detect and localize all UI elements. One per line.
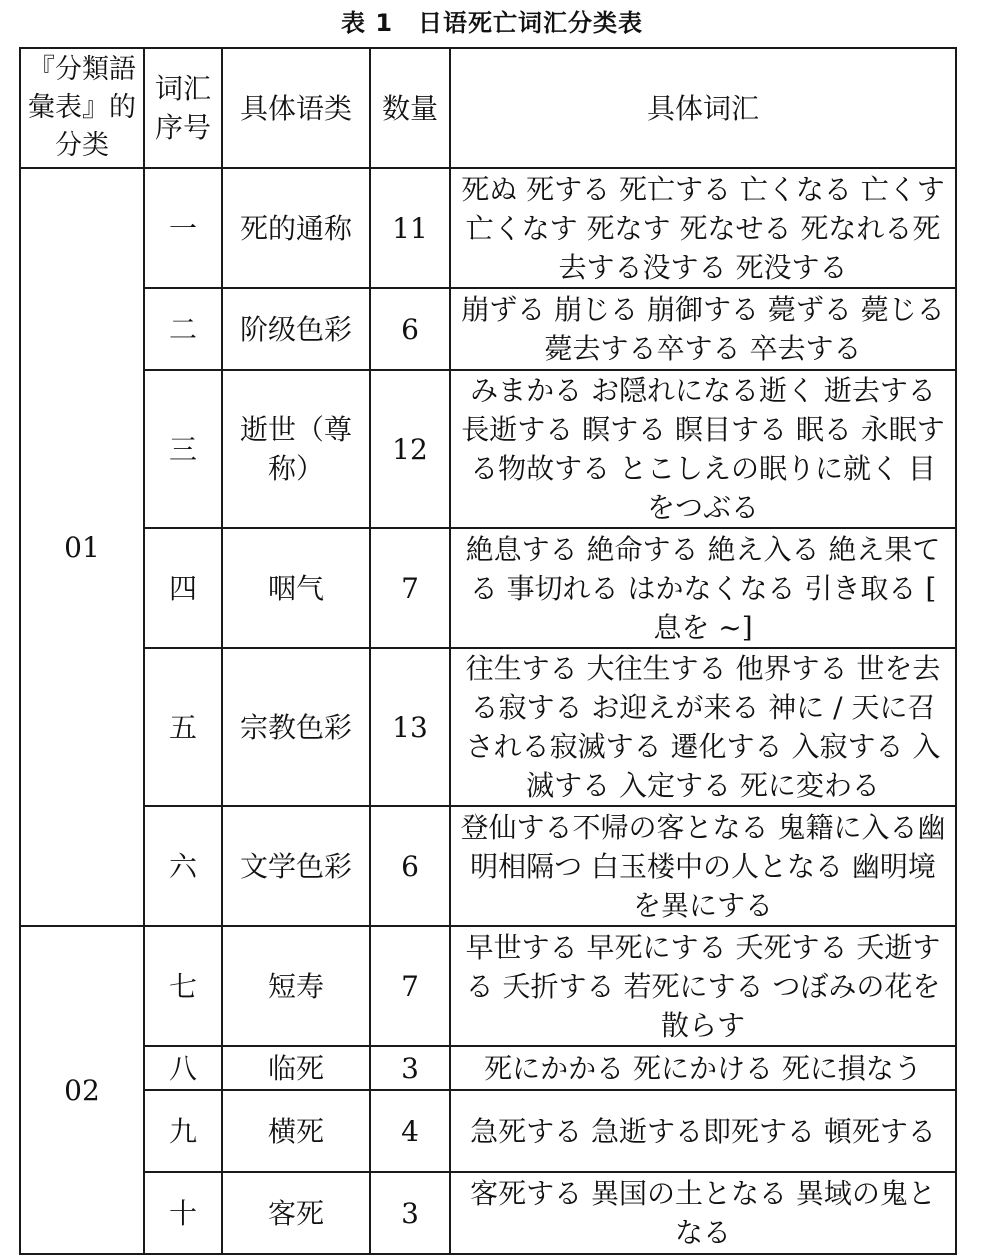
category-cell: 逝世（尊称）: [222, 370, 370, 528]
words-cell: 客死する 異国の土となる 異域の鬼となる: [450, 1172, 956, 1254]
index-cell: 五: [144, 648, 222, 806]
words-cell: 絶息する 絶命する 絶え入る 絶え果てる 事切れる はかなくなる 引き取る [ 息を ~]: [450, 528, 956, 648]
index-cell: 八: [144, 1046, 222, 1090]
table-row: [20, 168, 956, 288]
category-cell: 客死: [222, 1172, 370, 1254]
words-cell: 登仙する不帰の客となる 鬼籍に入る幽明相隔つ 白玉楼中の人となる 幽明境を異にする: [450, 806, 956, 926]
index-cell: 一: [144, 168, 222, 288]
index-cell: 六: [144, 806, 222, 926]
count-cell: 11: [370, 168, 450, 288]
category-cell: 临死: [222, 1046, 370, 1090]
table-row: [20, 1172, 956, 1254]
table-row: [20, 648, 956, 806]
index-cell: 十: [144, 1172, 222, 1254]
header-row: [20, 48, 956, 168]
count-cell: 6: [370, 288, 450, 370]
table-row: [20, 370, 956, 528]
category-cell: 死的通称: [222, 168, 370, 288]
index-cell: 二: [144, 288, 222, 370]
table-row: [20, 926, 956, 1046]
index-cell: 四: [144, 528, 222, 648]
header-classification: 『分類語彙表』的分类: [20, 48, 144, 168]
words-cell: 往生する 大往生する 他界する 世を去る寂する お迎えが来る 神に / 天に召される寂滅する 遷化する 入寂する 入滅する 入定する 死に変わる: [450, 648, 956, 806]
header-count: 数量: [370, 48, 450, 168]
words-cell: 死にかかる 死にかける 死に損なう: [450, 1046, 956, 1090]
category-cell: 阶级色彩: [222, 288, 370, 370]
words-cell: 急死する 急逝する即死する 頓死する: [450, 1090, 956, 1172]
category-cell: 短寿: [222, 926, 370, 1046]
classification-cell: 01: [20, 168, 144, 926]
count-cell: 12: [370, 370, 450, 528]
words-cell: 死ぬ 死する 死亡する 亡くなる 亡くす 亡くなす 死なす 死なせる 死なれる死去する没する 死没する: [450, 168, 956, 288]
category-cell: 宗教色彩: [222, 648, 370, 806]
count-cell: 4: [370, 1090, 450, 1172]
table-row: [20, 1046, 956, 1090]
index-cell: 九: [144, 1090, 222, 1172]
category-cell: 文学色彩: [222, 806, 370, 926]
death-vocabulary-table: [19, 47, 982, 1255]
words-cell: 早世する 早死にする 夭死する 夭逝する 夭折する 若死にする つぼみの花を散らす: [450, 926, 956, 1046]
table-row: [20, 528, 956, 648]
count-cell: 13: [370, 648, 450, 806]
count-cell: 3: [370, 1046, 450, 1090]
category-cell: 横死: [222, 1090, 370, 1172]
header-words: 具体词汇: [450, 48, 956, 168]
index-cell: 三: [144, 370, 222, 528]
count-cell: 3: [370, 1172, 450, 1254]
classification-cell: 02: [20, 926, 144, 1254]
header-category: 具体语类: [222, 48, 370, 168]
table-row: [20, 1090, 956, 1172]
category-cell: 咽气: [222, 528, 370, 648]
words-cell: みまかる お隠れになる逝く 逝去する 長逝する 瞑する 瞑目する 眠る 永眠する物故する とこしえの眠りに就く 目をつぶる: [450, 370, 956, 528]
header-index: 词汇序号: [144, 48, 222, 168]
words-cell: 崩ずる 崩じる 崩御する 薨ずる 薨じる 薨去する卒する 卒去する: [450, 288, 956, 370]
table-caption: 表 1 日语死亡词汇分类表: [340, 9, 644, 37]
index-cell: 七: [144, 926, 222, 1046]
table-row: [20, 288, 956, 370]
table-row: [20, 806, 956, 926]
count-cell: 6: [370, 806, 450, 926]
count-cell: 7: [370, 926, 450, 1046]
count-cell: 7: [370, 528, 450, 648]
